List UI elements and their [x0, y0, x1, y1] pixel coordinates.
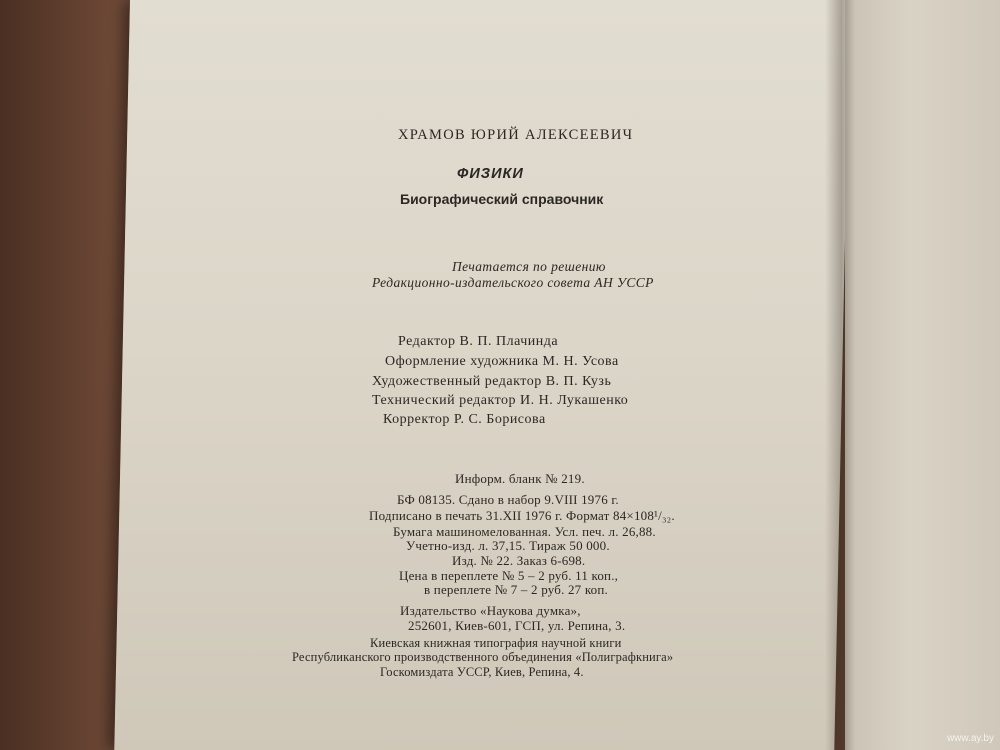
book-author: ХРАМОВ ЮРИЙ АЛЕКСЕЕВИЧ — [398, 127, 634, 143]
publisher-address: 252601, Киев-601, ГСП, ул. Репина, 3. — [408, 618, 626, 633]
staff-proofreader: Корректор Р. С. Борисова — [383, 412, 546, 427]
imprint-line: Информ. бланк № 219. — [455, 471, 585, 486]
approval-line: Редакционно-издательского совета АН УССР — [372, 275, 654, 290]
imprint-line: Бумага машиномелованная. Усл. печ. л. 26,88. — [393, 524, 656, 539]
imprint-line: Подписано в печать 31.XII 1976 г. Формат 84×108¹/₃₂. — [369, 508, 675, 523]
staff-editor: Редактор В. П. Плачинда — [398, 334, 559, 349]
staff-art-editor: Художественный редактор В. П. Кузь — [372, 374, 612, 389]
book-title: ФИЗИКИ — [457, 166, 524, 182]
approval-line: Печатается по решению — [452, 259, 606, 274]
publisher-name: Издательство «Наукова думка», — [400, 603, 581, 618]
imprint-line: Изд. № 22. Заказ 6-698. — [452, 553, 586, 568]
watermark: www.ay.by — [946, 733, 994, 744]
book-subtitle: Биографический справочник — [400, 191, 604, 207]
printer-line: Республиканского производственного объединения «Полиграфкнига» — [292, 650, 674, 664]
printer-line: Киевская книжная типография научной книги — [370, 636, 622, 650]
staff-tech-editor: Технический редактор И. Н. Лукашенко — [372, 393, 629, 408]
imprint-line: БФ 08135. Сдано в набор 9.VIII 1976 г. — [397, 492, 619, 507]
staff-designer: Оформление художника М. Н. Усова — [385, 354, 619, 369]
imprint-line: в переплете № 7 – 2 руб. 27 коп. — [424, 582, 608, 597]
imprint-line: Учетно-изд. л. 37,15. Тираж 50 000. — [406, 538, 610, 553]
printer-line: Госкомиздата УССР, Киев, Репина, 4. — [380, 665, 584, 679]
imprint-line: Цена в переплете № 5 – 2 руб. 11 коп., — [399, 568, 619, 583]
